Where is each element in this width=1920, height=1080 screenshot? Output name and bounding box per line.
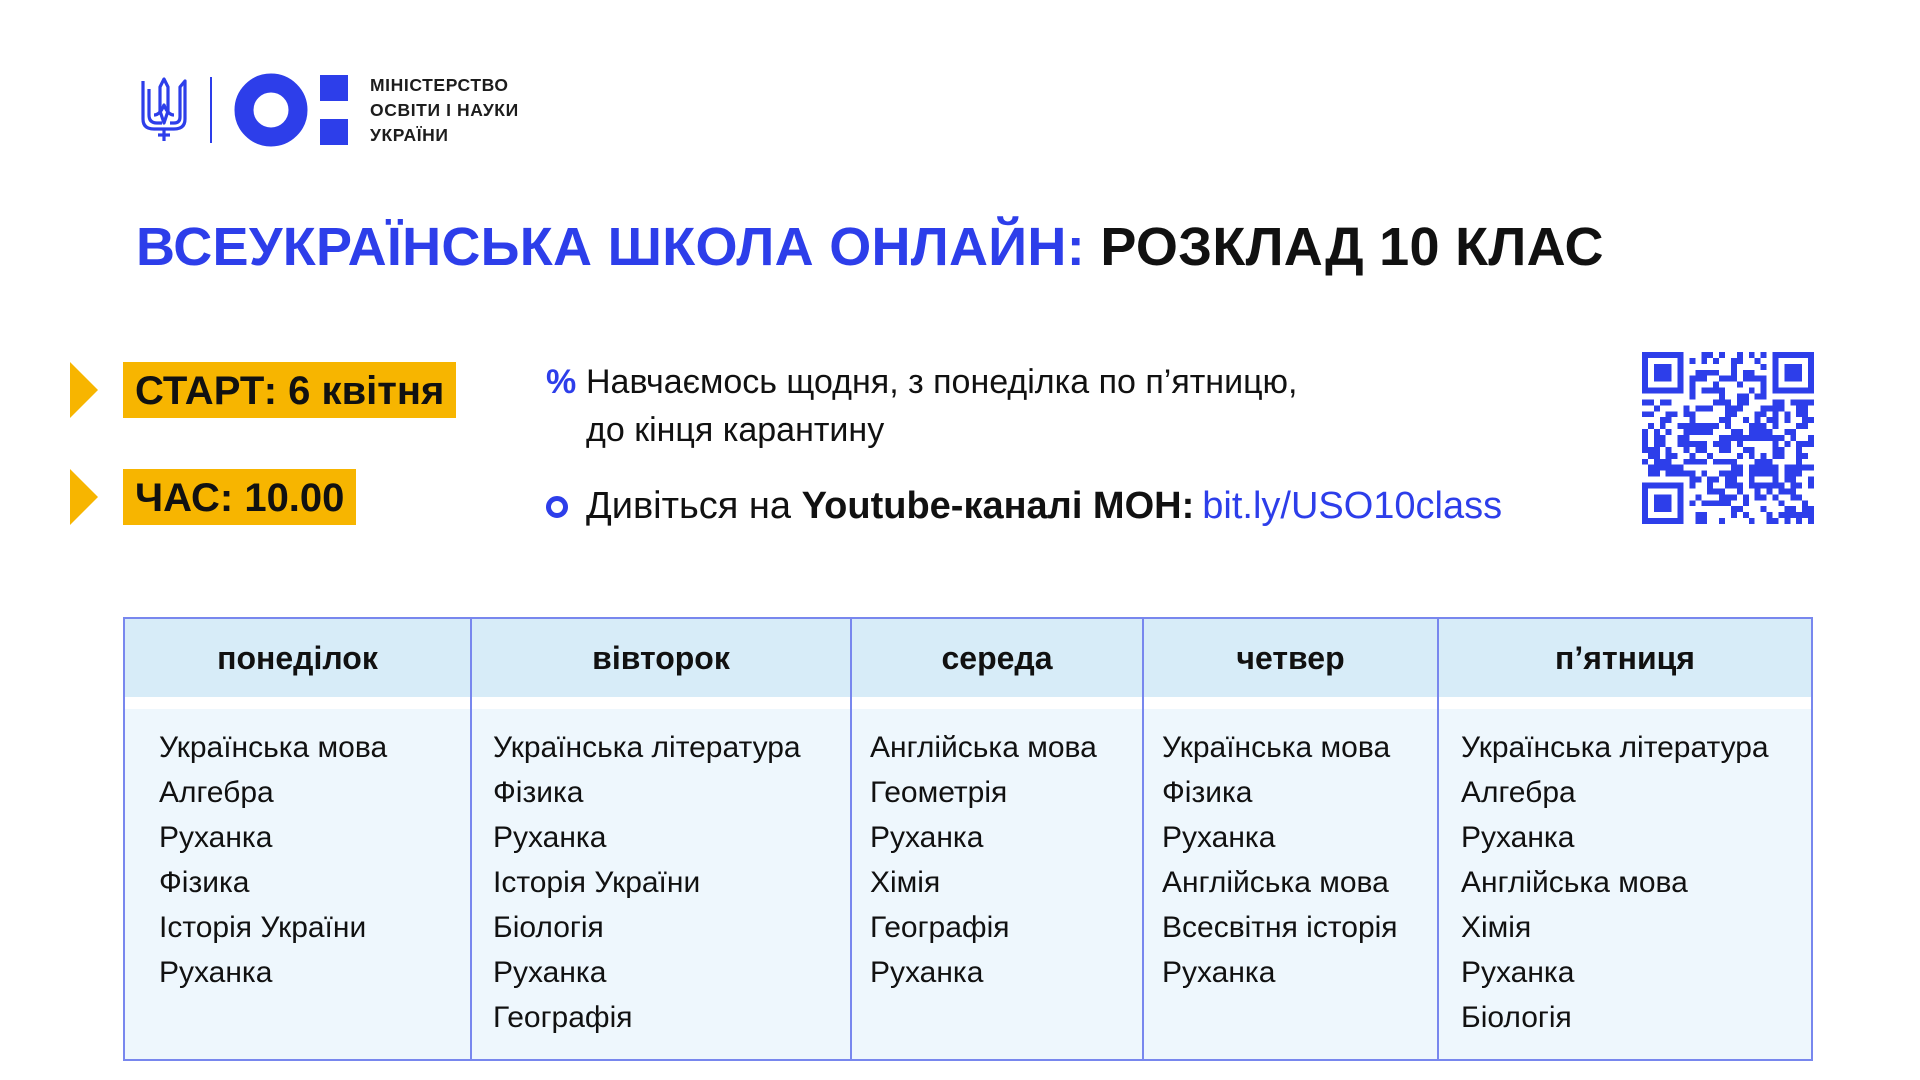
lesson-item: Руханка [1461,821,1575,854]
day-column [1439,619,1811,1059]
lesson-item: Англійська мова [1162,866,1389,899]
lesson-item: Біологія [1461,1001,1572,1034]
lesson-item: Географія [870,911,1010,944]
lesson-item: Алгебра [1461,776,1576,809]
lesson-item: Руханка [870,821,984,854]
day-header: понеділок [125,619,470,697]
watch-info [546,482,1502,530]
lesson-item: Українська література [1461,731,1769,764]
lesson-item: Хімія [1461,911,1532,944]
day-column [852,619,1144,1059]
day-header: четвер [1144,619,1437,697]
lesson-item: Хімія [870,866,941,899]
title-schedule: РОЗКЛАД 10 КЛАС [1100,217,1604,277]
day-header: п’ятниця [1439,619,1811,697]
lesson-item: Українська література [493,731,801,764]
study-info [546,358,1298,454]
day-header: вівторок [472,619,850,697]
lesson-item: Історія України [493,866,701,899]
ministry-name [370,73,519,148]
schedule-table [123,617,1813,1061]
arrow-right-icon [70,362,98,418]
day-column [125,619,472,1059]
lesson-item: Українська мова [159,731,388,764]
start-date-badge: СТАРТ: 6 квітня [123,362,456,418]
time-row [70,469,356,525]
lesson-list [472,709,850,1040]
day-column [1144,619,1439,1059]
start-date-row [70,362,456,418]
lesson-item: Руханка [493,821,607,854]
lesson-item: Фізика [159,866,250,899]
lesson-list [1144,709,1437,995]
ministry-name-line: ОСВІТИ І НАУКИ [370,99,519,120]
time-badge: ЧАС: 10.00 [123,469,356,525]
study-info-line: до кінця карантину [586,411,885,449]
qr-code[interactable] [1642,352,1814,524]
circle-icon [546,496,568,518]
title-school-online: ВСЕУКРАЇНСЬКА ШКОЛА ОНЛАЙН: [136,217,1085,277]
lesson-list [1439,709,1811,1040]
ministry-logo [140,70,519,150]
lesson-item: Біологія [493,911,604,944]
lesson-item: Географія [493,1001,633,1034]
watch-info-text [586,482,1502,530]
lesson-item: Руханка [159,956,273,989]
lesson-item: Англійська мова [870,731,1097,764]
logo-divider [210,77,212,143]
lesson-item: Руханка [493,956,607,989]
percent-icon: % [546,363,577,401]
channel-link[interactable]: bit.ly/USO10class [1202,485,1503,527]
lesson-item: Історія України [159,911,367,944]
lesson-item: Руханка [159,821,273,854]
lesson-item: Фізика [493,776,584,809]
watch-prefix: Дивіться на [586,485,792,527]
lesson-item: Англійська мова [1461,866,1688,899]
page-title [136,216,1604,278]
study-info-text [586,358,1298,454]
lesson-item: Фізика [1162,776,1253,809]
study-info-line: Навчаємось щодня, з понеділка по п’ятницю, [586,363,1298,401]
arrow-right-icon [70,469,98,525]
lesson-item: Руханка [1162,956,1276,989]
day-column [472,619,852,1059]
trident-icon [140,75,188,145]
lesson-item: Руханка [870,956,984,989]
lesson-item: Всесвітня історія [1162,911,1398,944]
watch-channel: Youtube-каналі МОН: [801,485,1195,527]
lesson-item: Руханка [1162,821,1276,854]
lesson-item: Українська мова [1162,731,1391,764]
lesson-list [125,709,470,995]
ministry-name-line: МІНІСТЕРСТВО [370,74,509,95]
lesson-item: Алгебра [159,776,274,809]
lesson-list [852,709,1142,995]
mon-logo-icon [234,73,350,147]
lesson-item: Геометрія [870,776,1008,809]
day-header: середа [852,619,1142,697]
lesson-item: Руханка [1461,956,1575,989]
ministry-name-line: УКРАЇНИ [370,124,449,145]
